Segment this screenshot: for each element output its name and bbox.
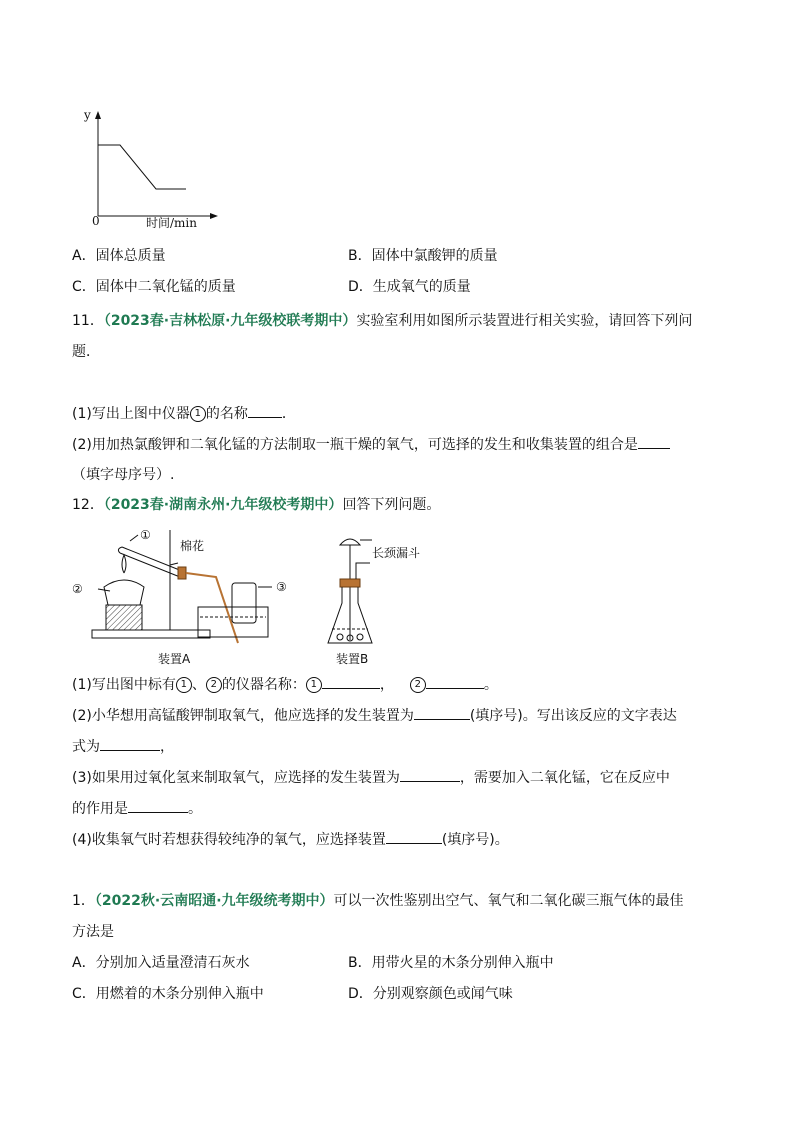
q1-stem-text: 可以一次性鉴别出空气、氧气和二氧化碳三瓶气体的最佳 <box>333 893 684 909</box>
base-stand <box>92 630 210 638</box>
q10-option-d[interactable]: D．生成氧气的质量 <box>348 279 471 295</box>
q12-sub4-blank[interactable] <box>386 829 442 844</box>
q11-stem-text: 实验室利用如图所示装置进行相关实验，请回答下列问 <box>356 313 693 329</box>
pointer-1 <box>130 535 138 541</box>
x-axis-arrow <box>210 213 218 219</box>
label-1: ① <box>140 528 151 542</box>
curve <box>98 145 186 189</box>
q12-sub2-cont <box>72 736 174 757</box>
tube-end <box>118 547 122 553</box>
circled-number-1: 1 <box>190 406 206 422</box>
q12-sub2-blank-1[interactable] <box>414 705 470 720</box>
flask-stopper <box>340 579 360 587</box>
q1-option-b[interactable]: B．用带火星的木条分别伸入瓶中 <box>348 955 554 971</box>
q1-stem-cont: 方法是 <box>72 924 114 940</box>
q12-sub3-text4: 。 <box>188 801 202 817</box>
q1-option-a[interactable]: A．分别加入适量澄清石灰水 <box>72 955 250 971</box>
q11-stem <box>72 311 692 331</box>
label-apparatus-a: 装置A <box>158 652 191 666</box>
q12-sub1-text2: 的仪器名称： <box>221 677 306 693</box>
test-tube <box>120 547 182 577</box>
q12-sub2-text2: (填序号)。写出该反应的文字表达 <box>469 708 677 724</box>
q12-sub1-blank-2[interactable] <box>426 674 484 689</box>
label-cotton: 棉花 <box>180 539 205 553</box>
label-2: ② <box>72 582 83 596</box>
label-3: ③ <box>276 580 287 594</box>
q12-sub3-cont <box>72 798 202 819</box>
q11-sub2-answer-blank[interactable] <box>638 434 670 449</box>
circled-number-2: 2 <box>410 677 426 693</box>
q12-sub1-text: (1)写出图中标有 <box>72 677 176 693</box>
q10-option-c[interactable]: C．固体中二氧化锰的质量 <box>72 279 236 295</box>
q11-sub2-text: (2)用加热氯酸钾和二氧化锰的方法制取一瓶干燥的氧气，可选择的发生和收集装置的组合是 <box>72 437 638 453</box>
lamp-flame <box>122 555 126 573</box>
q12-sub1 <box>72 674 498 695</box>
q1-source: （2022秋·云南昭通·九年级统考期中） <box>94 893 334 909</box>
circled-number-1: 1 <box>176 677 192 693</box>
q1-stem <box>72 891 684 911</box>
q11-number: 11． <box>72 313 104 329</box>
q1-option-c[interactable]: C．用燃着的木条分别伸入瓶中 <box>72 986 264 1002</box>
solid <box>357 634 363 640</box>
circled-number-1: 1 <box>306 677 322 693</box>
graph-origin-label: 0 <box>92 214 100 228</box>
q11-sub1 <box>72 403 296 424</box>
clamp <box>170 563 178 565</box>
q12-sub1-blank-1[interactable] <box>322 674 380 689</box>
q1-number: 1． <box>72 893 95 909</box>
apparatus-b <box>328 539 372 643</box>
q12-sub3-blank-2[interactable] <box>128 798 188 813</box>
q12-sub2-text4: ， <box>160 739 174 755</box>
q12-source: （2023春·湖南永州·九年级校考期中） <box>103 497 343 513</box>
q12-stem <box>72 495 440 515</box>
q11-sub1-answer-blank[interactable] <box>248 403 282 418</box>
q10-option-b[interactable]: B．固体中氯酸钾的质量 <box>348 248 498 264</box>
q12-sub1-sep: 、 <box>191 677 206 693</box>
q12-sub4-text2: (填序号)。 <box>441 832 509 848</box>
q11-stem-cont: 题． <box>72 344 100 360</box>
q1-option-d[interactable]: D．分别观察颜色或闻气味 <box>348 986 513 1002</box>
y-axis-arrow <box>95 111 101 119</box>
q12-sub4-text: (4)收集氧气时若想获得较纯净的氧气，应选择装置 <box>72 832 386 848</box>
q11-sub2 <box>72 434 670 455</box>
q11-source: （2023春·吉林松原·九年级校联考期中） <box>103 313 357 329</box>
graph-y-label: y <box>84 108 91 122</box>
q12-stem-text: 回答下列问题。 <box>342 497 441 513</box>
q12-sub2-text: (2)小华想用高锰酸钾制取氧气，他应选择的发生装置为 <box>72 708 414 724</box>
q12-sub3 <box>72 767 670 788</box>
q12-sub3-text2: ，需要加入二氧化锰，它在反应中 <box>459 770 670 786</box>
q12-sub3-blank-1[interactable] <box>400 767 460 782</box>
q12-sub4 <box>72 829 509 850</box>
wood-block <box>106 605 142 630</box>
q11-sub1-text2: 的名称 <box>205 406 248 422</box>
q12-sub3-text: (3)如果用过氧化氢来制取氧气，应选择的发生装置为 <box>72 770 400 786</box>
q12-sub2 <box>72 705 677 726</box>
q12-sub2-text3: 式为 <box>72 739 100 755</box>
circled-number-2: 2 <box>206 677 222 693</box>
q12-sub1-comma: ， <box>379 677 394 693</box>
q12-number: 12． <box>72 497 104 513</box>
label-funnel: 长颈漏斗 <box>372 546 421 560</box>
q10-option-a[interactable]: A．固体总质量 <box>72 248 166 264</box>
stopper <box>178 567 186 579</box>
funnel-top <box>340 539 360 545</box>
alcohol-lamp <box>104 580 144 605</box>
q11-sub2-cont: （填字母序号）. <box>72 467 175 483</box>
q12-sub1-period: 。 <box>483 677 498 693</box>
side-tube <box>356 563 370 579</box>
label-apparatus-b: 装置B <box>336 652 369 666</box>
graph-x-label: 时间/min <box>146 216 197 230</box>
solid <box>337 634 343 640</box>
q11-sub1-text: (1)写出上图中仪器 <box>72 406 190 422</box>
q12-sub3-text3: 的作用是 <box>72 801 128 817</box>
q12-sub2-blank-2[interactable] <box>100 736 160 751</box>
q11-sub1-end: ． <box>281 406 296 422</box>
